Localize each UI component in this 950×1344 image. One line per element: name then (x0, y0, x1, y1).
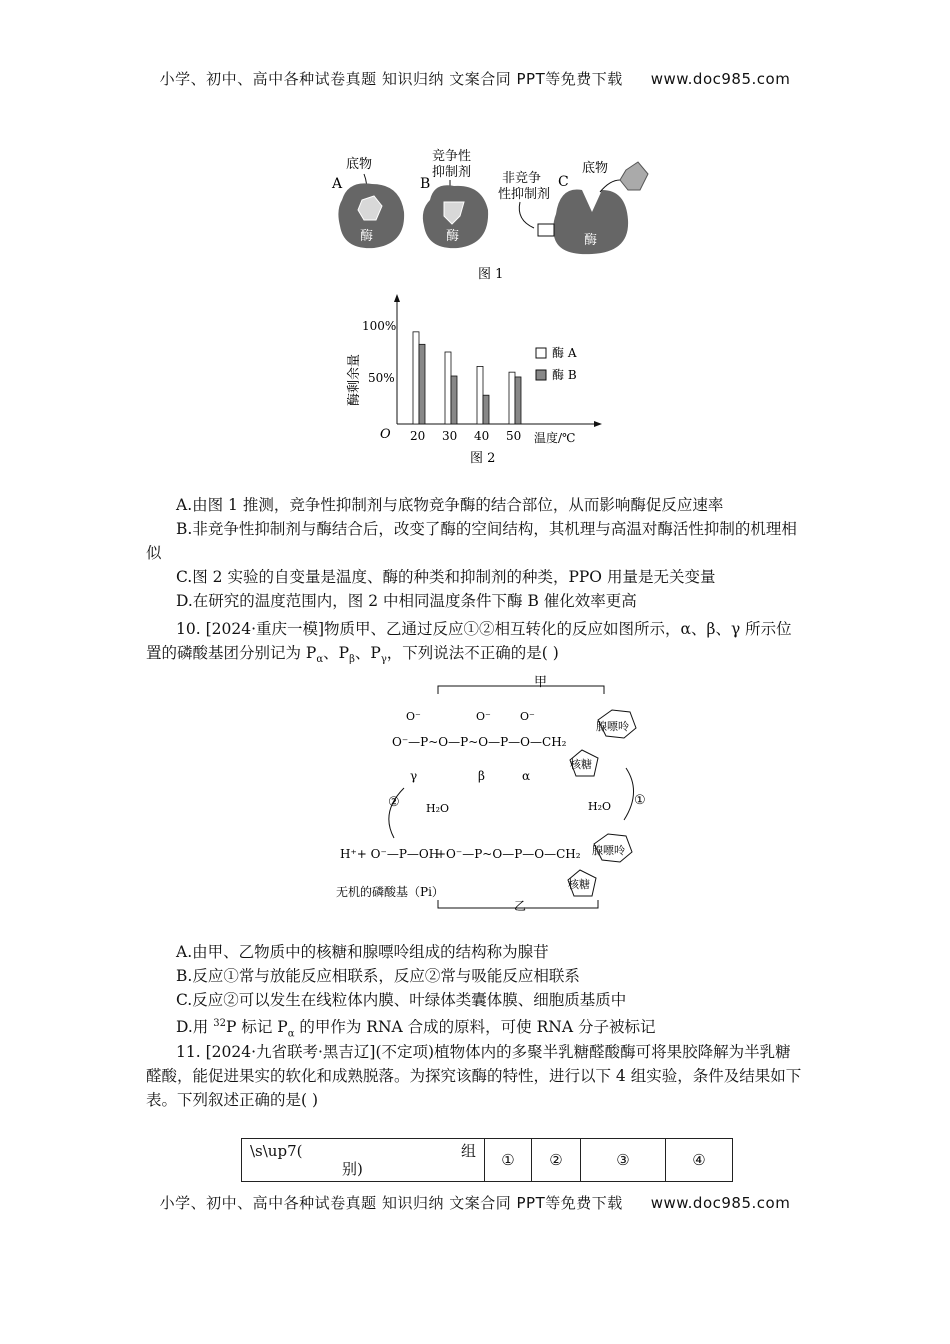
chart-ytick-50: 50% (368, 371, 395, 385)
svg-text:O⁻: O⁻ (520, 710, 535, 723)
fig1-noncomp-2: 性抑制剂 (498, 187, 551, 202)
q9-option-c: C.图 2 实验的自变量是温度、酶的种类和抑制剂的种类，PPO 用量是无关变量 (176, 568, 716, 586)
legend-swatch-b (536, 370, 546, 380)
ribose-bottom: 核糖 (568, 878, 590, 891)
jia-bracket (438, 686, 604, 694)
substrate-c-shape (620, 162, 648, 190)
q10-option-c: C.反应②可以发生在线粒体内膜、叶绿体类囊体膜、细胞质基质中 (176, 991, 627, 1009)
fig1-enzyme-c: 酶 (584, 233, 598, 248)
fig1-label-c: C (558, 174, 569, 190)
bar-b-30 (451, 376, 457, 424)
table-col-2: ② (532, 1139, 581, 1182)
table-head-a: \s\up7( (250, 1142, 303, 1160)
water-2: H₂O (426, 802, 450, 815)
beta-label: β (478, 769, 485, 783)
pi-formula: H⁺+ O⁻—P—OH (340, 847, 440, 861)
bar-a-40 (477, 366, 483, 424)
q9-option-d: D.在研究的温度范围内，图 2 中相同温度条件下酶 B 催化效率更高 (176, 592, 637, 610)
adenine-top: 腺嘌呤 (596, 720, 629, 733)
x-tick-30: 30 (442, 429, 458, 443)
fig1-substrate-a: 底物 (346, 157, 373, 172)
fig1-enzyme-b: 酶 (446, 229, 460, 244)
table-head-cell (242, 1139, 485, 1182)
bar-b-40 (483, 395, 489, 424)
question-9-options (146, 493, 806, 613)
fig1-comp-2: 抑制剂 (432, 165, 472, 180)
question-11 (146, 1040, 806, 1112)
header-url[interactable]: www.doc985.com (650, 70, 791, 88)
q9-option-a: A.由图 1 推测，竞争性抑制剂与底物竞争酶的结合部位，从而影响酶促反应速率 (176, 496, 724, 514)
fig1-arrow-c (519, 202, 534, 228)
top-formula: O⁻—P~O—P~O—P—O—CH₂ (392, 735, 567, 749)
q10-option-d-b: P 标记 P (225, 1018, 288, 1037)
fig1-label-a: A (332, 176, 343, 192)
q10-option-d-sub: α (287, 1028, 295, 1040)
q10-sep-2: 、 (354, 644, 371, 662)
bar-b-50 (515, 377, 521, 424)
q10-sub-g: γ (380, 654, 387, 666)
bar-b-20 (419, 344, 425, 424)
chart-caption: 图 2 (470, 451, 496, 466)
figure-1 (320, 140, 680, 294)
alpha-label: α (522, 769, 531, 783)
figure-2-chart (340, 290, 640, 474)
table-col-4: ④ (666, 1139, 733, 1182)
jia-label: 甲 (534, 675, 548, 690)
chart-ytick-100: 100% (362, 319, 397, 333)
fig1-caption: 图 1 (478, 267, 504, 282)
fig1-label-b: B (420, 176, 431, 192)
chart-x-arrow (594, 421, 602, 427)
fig1-enzyme-a: 酶 (360, 229, 374, 244)
q10-option-a: A.由甲、乙物质中的核糖和腺嘌呤组成的结构称为腺苷 (176, 943, 549, 961)
x-tick-20: 20 (410, 429, 426, 443)
chart-y-arrow (394, 294, 400, 302)
fig1-comp-1: 竞争性 (432, 149, 472, 164)
bar-a-50 (509, 372, 515, 424)
x-tick-50: 50 (506, 429, 522, 443)
q11-stem: 11. [2024·九省联考·黑吉辽](不定项)植物体内的多聚半乳糖醛酸酶可将果胶降解为半乳糖醛酸，能促进果实的软化和成熟脱落。为探究该酶的特性，进行以下 4 组实验，条件及结果如下表。下列叙述正确的是( ) (146, 1043, 802, 1109)
legend-label-b: 酶 B (552, 368, 577, 382)
q10-stem-a: 10. [2024·重庆一模]物质甲、乙通过反应①②相互转化的反应如图所示，α、β、γ 所示位置的磷酸基团分别记为 P (146, 620, 792, 662)
page-header (0, 68, 950, 89)
page-footer (0, 1192, 950, 1213)
figure-atp-adp (330, 672, 660, 916)
table-head-c: 别) (342, 1160, 363, 1178)
table-col-1: ① (485, 1139, 532, 1182)
yi-formula: +O⁻—P~O—P—O—CH₂ (436, 847, 581, 861)
q10-option-d-c: 的甲作为 RNA 合成的原料，可使 RNA 分子被标记 (294, 1018, 656, 1037)
q9-option-b: B.非竞争性抑制剂与酶结合后，改变了酶的空间结构，其机理与高温对酶活性抑制的机理相似 (146, 520, 797, 562)
chart-origin: O (380, 427, 391, 442)
footer-text: 小学、初中、高中各种试卷真题 知识归纳 文案合同 PPT等免费下载 (159, 1194, 623, 1212)
question-10 (146, 617, 806, 672)
bar-a-30 (445, 352, 451, 424)
svg-text:O⁻: O⁻ (406, 710, 421, 723)
q10-stem-b: ，下列说法不正确的是( ) (386, 644, 559, 662)
arrow-reaction-1 (624, 768, 634, 820)
noncomp-inhibitor-shape (538, 224, 554, 236)
bar-a-20 (413, 332, 419, 424)
adenine-bottom: 腺嘌呤 (592, 844, 625, 857)
table-row (242, 1139, 733, 1182)
chart-ylabel: 酶剩余量 (347, 353, 362, 407)
ribose-top: 核糖 (570, 758, 592, 771)
reaction-2-label: ② (388, 795, 400, 810)
q10-option-d-sup: 32 (213, 1018, 226, 1029)
experiment-table (241, 1138, 733, 1182)
yi-label: 乙 (514, 899, 527, 912)
q10-sub-b: β (349, 654, 355, 666)
q10-option-b: B.反应①常与放能反应相联系，反应②常与吸能反应相联系 (176, 967, 580, 985)
fig1-noncomp-1: 非竞争 (502, 171, 542, 186)
chart-xlabel: 温度/℃ (534, 431, 576, 445)
footer-url[interactable]: www.doc985.com (650, 1194, 791, 1212)
x-tick-40: 40 (474, 429, 490, 443)
table-col-3: ③ (581, 1139, 666, 1182)
water-1: H₂O (588, 800, 612, 813)
table-head-b: 组 (460, 1142, 476, 1160)
legend-swatch-a (536, 348, 546, 358)
q10-option-d-a: D.用 (176, 1018, 214, 1037)
q10-sep-1: 、 (323, 644, 339, 662)
q10-stem: 10. [2024·重庆一模]物质甲、乙通过反应①②相互转化的反应如图所示，α、β、γ 所示位置的磷酸基团分别记为 $P_\alpha$、$P_\beta$、$P_\gamma$，下列说法不正确的是( ) (146, 620, 792, 666)
header-text: 小学、初中、高中各种试卷真题 知识归纳 文案合同 PPT等免费下载 (159, 70, 623, 88)
fig1-substrate-c: 底物 (582, 161, 609, 176)
q10-sub-a: α (316, 654, 324, 666)
reaction-1-label: ① (634, 793, 646, 808)
legend-label-a: 酶 A (552, 346, 577, 360)
gamma-label: γ (410, 769, 418, 783)
pi-label: 无机的磷酸基（Pi） (336, 885, 444, 899)
svg-text:O⁻: O⁻ (476, 710, 491, 723)
question-10-options (146, 940, 806, 1046)
